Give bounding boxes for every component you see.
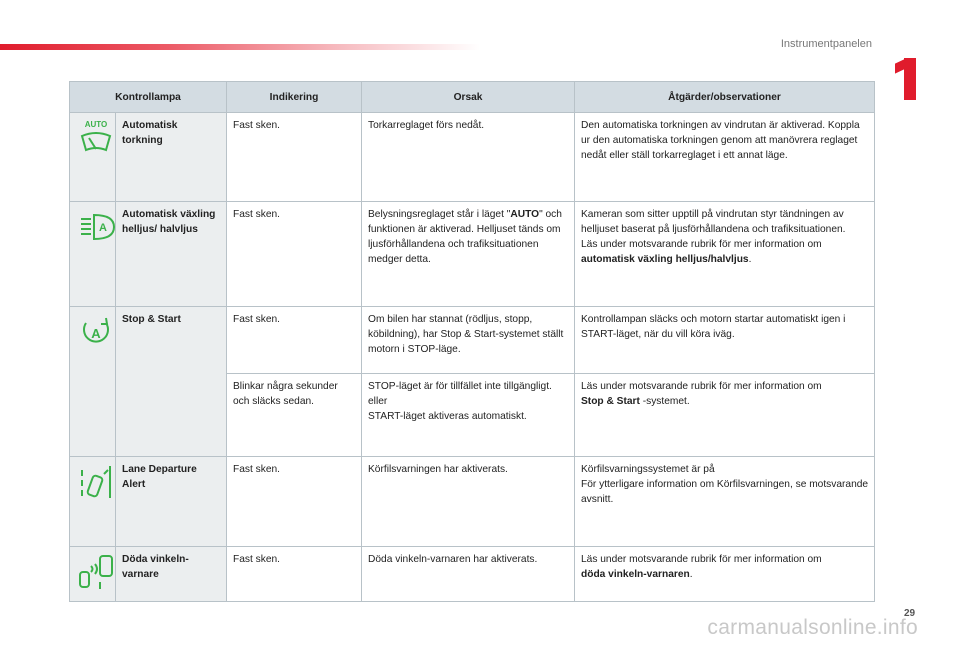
header-kontrollampa: Kontrollampa (70, 82, 227, 113)
chapter-number-badge (895, 58, 917, 100)
action-cell: Körfilsvarningssystemet är på För ytterligare information om Körfilsvarningen, se motsvarande avsnitt. (575, 457, 875, 547)
table-row (70, 307, 875, 374)
icon-cell (70, 113, 116, 202)
section-title: Instrumentpanelen (780, 38, 872, 50)
svg-text:AUTO: AUTO (84, 120, 108, 129)
icon-cell (70, 307, 116, 457)
cause-cell: Om bilen har stannat (rödljus, stopp, köbildning), har Stop & Start-systemet ställt motorn i STOP-läge. (362, 307, 575, 374)
action-cell: Läs under motsvarande rubrik för mer information om döda vinkeln-varnaren. (575, 547, 875, 602)
header-orsak: Orsak (362, 82, 575, 113)
indication-cell: Fast sken. (227, 457, 362, 547)
table-row (70, 457, 875, 547)
auto-wiper-icon (76, 118, 116, 158)
action-cell: Läs under motsvarande rubrik för mer information om Stop & Start -systemet. (575, 374, 875, 457)
table-row (70, 202, 875, 307)
action-cell: Den automatiska torkningen av vindrutan är aktiverad. Koppla ur den automatiska torkningen genom att manövrera reglaget nedåt eller ställ torkarreglaget i ett annat läge. (575, 113, 875, 202)
action-cell: Kontrollampan släcks och motorn startar automatiskt igen i START-läget, när du vill köra iväg. (575, 307, 875, 374)
indicator-name: Automatisk växling helljus/ halvljus (116, 202, 227, 307)
cause-cell: STOP-läget är för tillfället inte tillgängligt. eller START-läget aktiveras automatiskt. (362, 374, 575, 457)
cause-cell: Belysningsreglaget står i läget "AUTO" och funktionen är aktiverad. Helljuset tänds om ljusförhållandena och trafiksituationen medger detta. (362, 202, 575, 307)
indicator-table (69, 81, 875, 602)
header-accent-bar (0, 44, 480, 50)
indication-cell: Fast sken. (227, 113, 362, 202)
indicator-name: Döda vinkeln-varnare (116, 547, 227, 602)
lane-departure-icon (76, 462, 116, 502)
indication-cell: Fast sken. (227, 307, 362, 374)
table-header-row (70, 82, 875, 113)
auto-high-beam-icon (76, 207, 116, 247)
header-indikering: Indikering (227, 82, 362, 113)
icon-cell (70, 202, 116, 307)
stop-start-icon (76, 312, 116, 352)
indicator-name: Lane Departure Alert (116, 457, 227, 547)
svg-text:A: A (91, 326, 101, 341)
page-number: 29 (904, 608, 916, 619)
table-row (70, 113, 875, 202)
indication-cell: Fast sken. (227, 547, 362, 602)
icon-cell (70, 547, 116, 602)
svg-text:A: A (99, 222, 107, 234)
indication-cell: Fast sken. (227, 202, 362, 307)
indication-cell: Blinkar några sekunder och släcks sedan. (227, 374, 362, 457)
cause-cell: Döda vinkeln-varnaren har aktiverats. (362, 547, 575, 602)
cause-cell: Körfilsvarningen har aktiverats. (362, 457, 575, 547)
indicator-name: Stop & Start (116, 307, 227, 457)
header-atgarder: Åtgärder/observationer (575, 82, 875, 113)
cause-cell: Torkarreglaget förs nedåt. (362, 113, 575, 202)
blind-spot-icon (76, 552, 116, 592)
watermark-text: carmanualsonline.info (707, 616, 918, 639)
icon-cell (70, 457, 116, 547)
indicator-name: Automatisk torkning (116, 113, 227, 202)
action-cell: Kameran som sitter upptill på vindrutan styr tändningen av helljuset baserat på ljusförhållandena och trafiksituationen. Läs under motsvarande rubrik för mer information om automatisk växling helljus/halvljus. (575, 202, 875, 307)
table-row (70, 547, 875, 602)
